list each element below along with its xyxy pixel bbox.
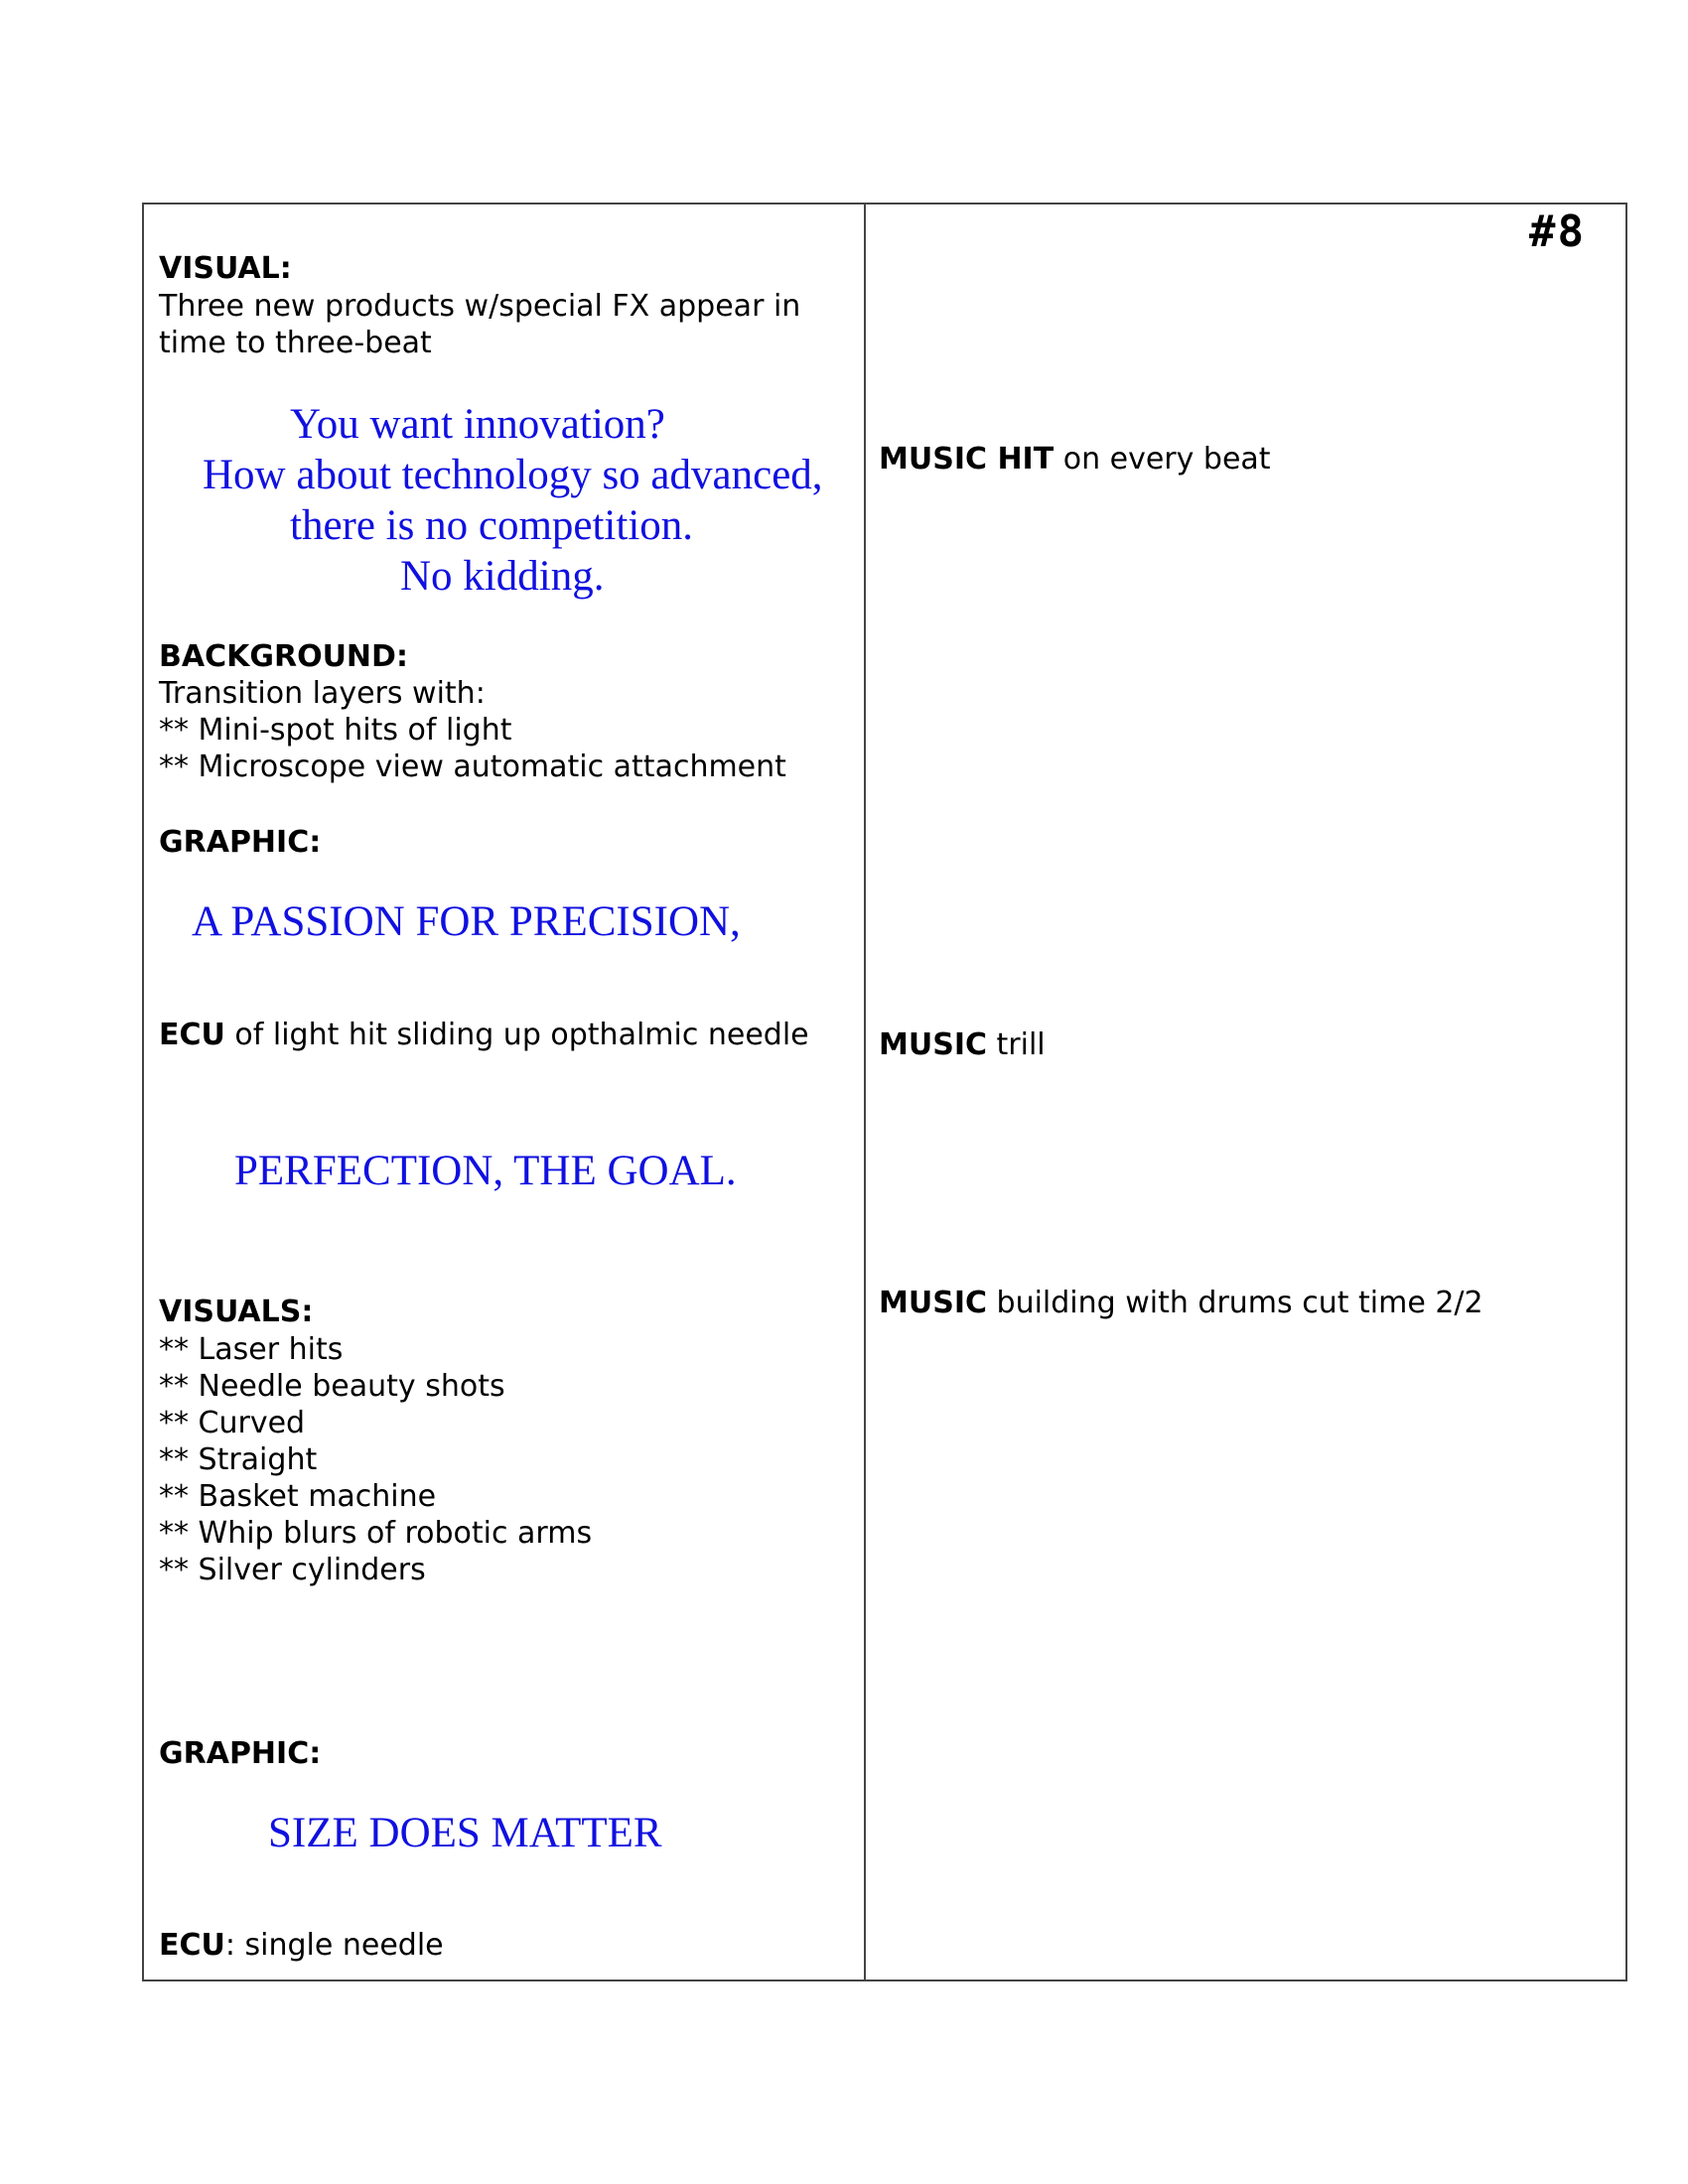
music-text-2: trill bbox=[987, 1027, 1046, 1062]
background-heading: BACKGROUND: bbox=[159, 639, 408, 674]
list-item: ** Laser hits bbox=[159, 1332, 344, 1367]
graphic-text-2: PERFECTION, THE GOAL. bbox=[234, 1148, 737, 1194]
column-divider bbox=[864, 205, 866, 1979]
ecu-label-2: ECU bbox=[159, 1928, 225, 1963]
list-item: ** Basket machine bbox=[159, 1479, 437, 1514]
list-item: ** Whip blurs of robotic arms bbox=[159, 1516, 593, 1551]
list-item: ** Needle beauty shots bbox=[159, 1369, 505, 1404]
voiceover-line-4: No kidding. bbox=[400, 553, 605, 600]
music-cue-1 bbox=[879, 441, 1271, 478]
music-text-3: building with drums cut time 2/2 bbox=[987, 1286, 1483, 1320]
voiceover-line-2: How about technology so advanced, bbox=[203, 452, 823, 498]
music-cue-2 bbox=[879, 1026, 1046, 1063]
list-item: ** Straight bbox=[159, 1442, 318, 1477]
music-cue-3 bbox=[879, 1285, 1483, 1321]
ecu-line-1 bbox=[159, 1017, 809, 1053]
visual-heading: VISUAL: bbox=[159, 251, 292, 286]
graphic-heading-1: GRAPHIC: bbox=[159, 825, 322, 860]
list-item: ** Silver cylinders bbox=[159, 1553, 426, 1587]
visual-line-2: time to three-beat bbox=[159, 326, 432, 360]
ecu-label-1: ECU bbox=[159, 1018, 225, 1052]
music-label-1: MUSIC HIT bbox=[879, 442, 1055, 477]
graphic-text-3: SIZE DOES MATTER bbox=[268, 1810, 662, 1856]
page-number: #8 bbox=[1529, 206, 1586, 257]
music-label-2: MUSIC bbox=[879, 1027, 987, 1062]
ecu-line-2 bbox=[159, 1927, 444, 1964]
background-line-3: ** Microscope view automatic attachment bbox=[159, 750, 786, 784]
background-line-2: ** Mini-spot hits of light bbox=[159, 713, 512, 748]
music-text-1: on every beat bbox=[1054, 442, 1271, 477]
music-label-3: MUSIC bbox=[879, 1286, 987, 1320]
list-item: ** Curved bbox=[159, 1406, 306, 1440]
background-line-1: Transition layers with: bbox=[159, 676, 486, 711]
ecu-text-2: : single needle bbox=[224, 1928, 444, 1963]
voiceover-line-3: there is no competition. bbox=[290, 502, 694, 549]
script-table bbox=[142, 203, 1627, 1981]
ecu-text-1: of light hit sliding up opthalmic needle bbox=[224, 1018, 809, 1052]
visuals-heading: VISUALS: bbox=[159, 1295, 314, 1329]
voiceover-line-1: You want innovation? bbox=[290, 401, 665, 448]
visual-line-1: Three new products w/special FX appear in bbox=[159, 289, 801, 324]
graphic-text-1: A PASSION FOR PRECISION, bbox=[192, 898, 741, 945]
graphic-heading-3: GRAPHIC: bbox=[159, 1736, 322, 1771]
